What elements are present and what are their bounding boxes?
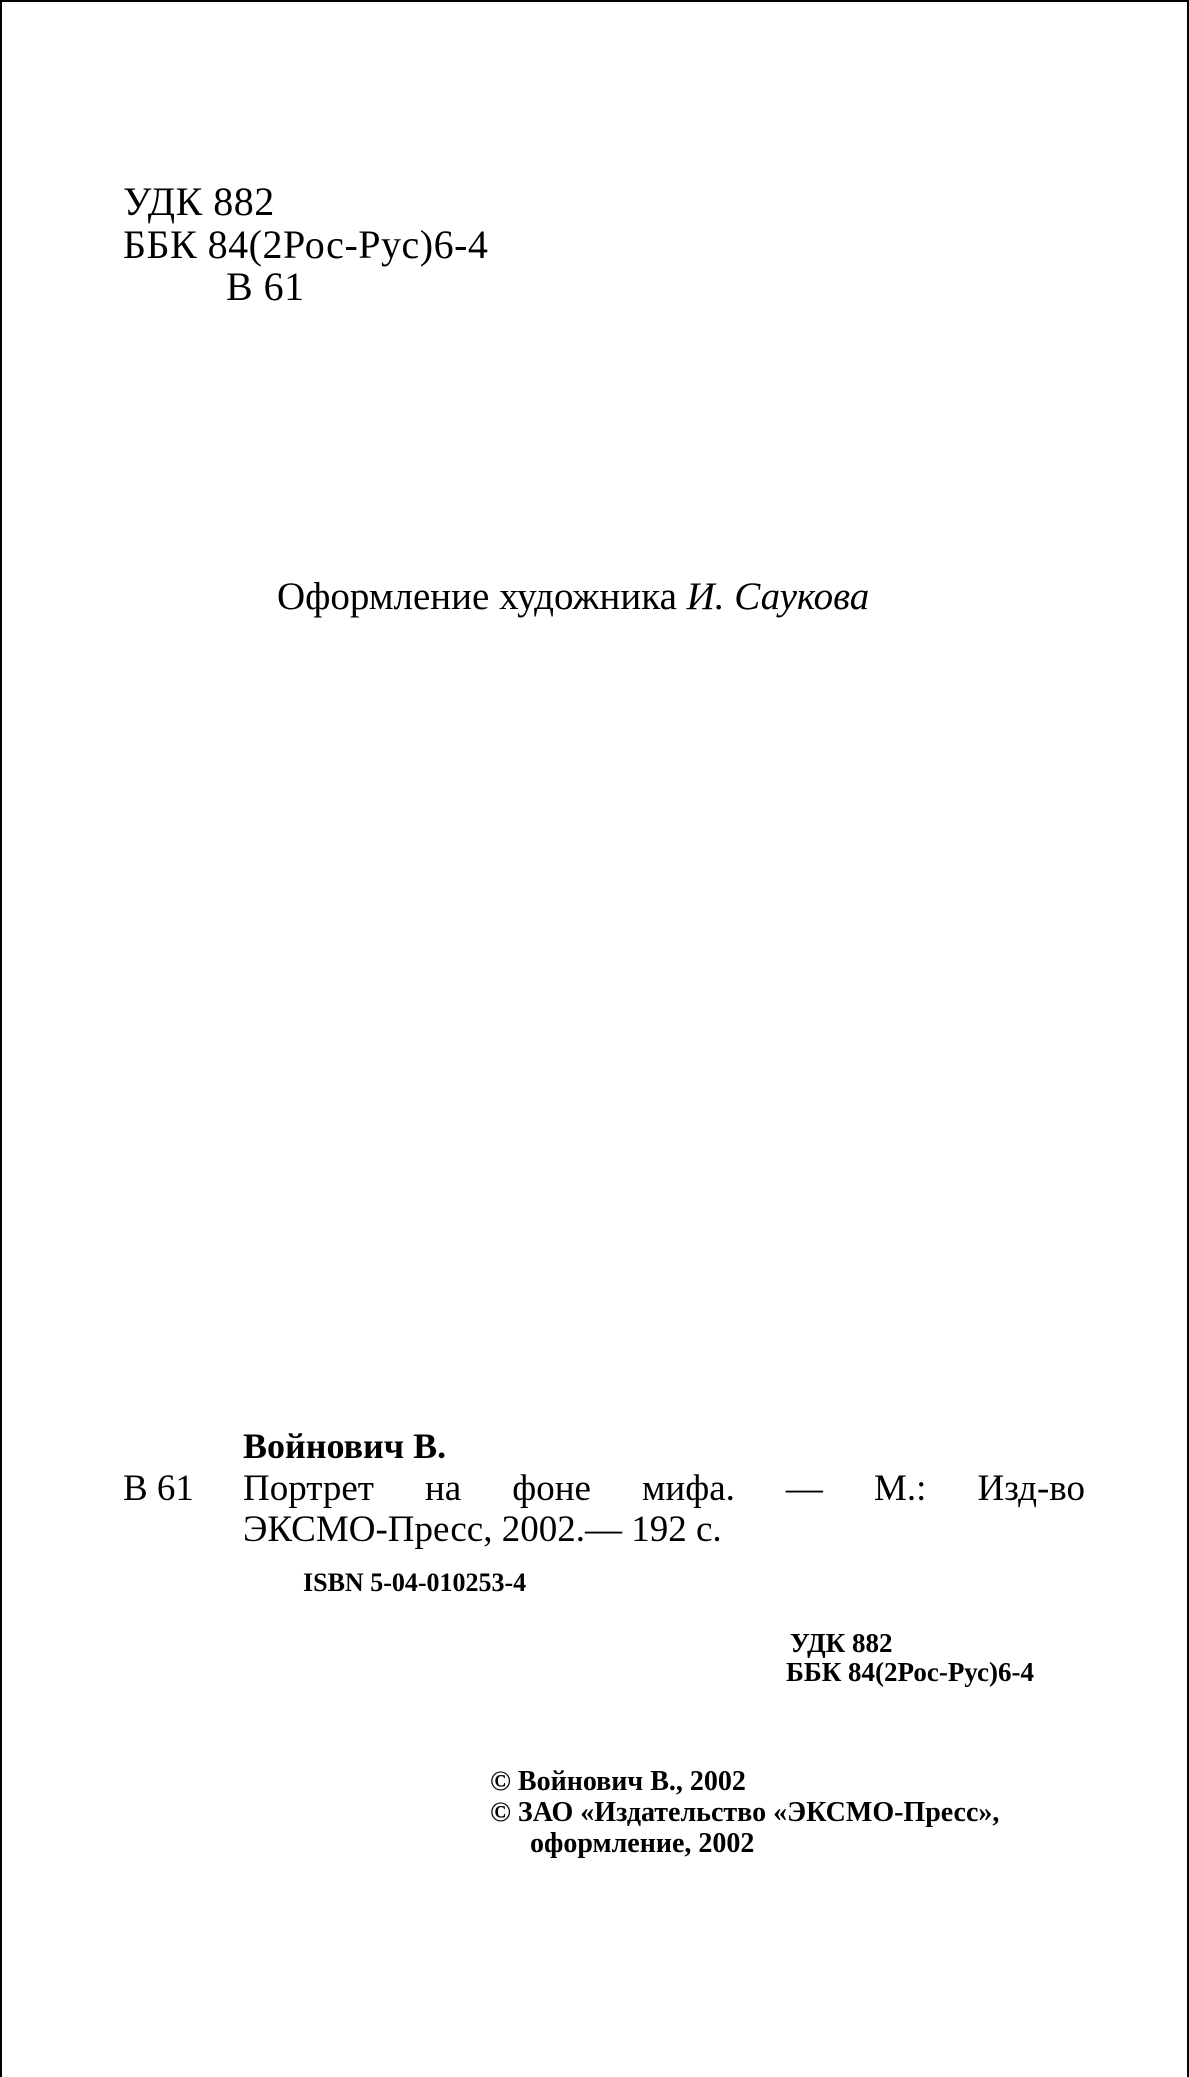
header-udk: УДК 882 <box>123 179 275 224</box>
card-description-line1-text: Портрет на фоне мифа. — М.: Изд-во <box>243 1468 1085 1509</box>
copyright-line1: © Войнович В., 2002 <box>490 1766 746 1797</box>
design-credit <box>277 574 869 619</box>
header-bbk: ББК 84(2Рос-Рус)6-4 <box>123 222 489 267</box>
card-bbk: ББК 84(2Рос-Рус)6-4 <box>786 1657 1034 1687</box>
card-description-line1 <box>243 1467 1085 1510</box>
copyright-line2: © ЗАО «Издательство «ЭКСМО-Пресс», <box>490 1797 1000 1828</box>
card-isbn: ISBN 5-04-010253-4 <box>303 1568 527 1597</box>
design-credit-artist: И. Саукова <box>686 575 870 618</box>
copyright-line3: оформление, 2002 <box>530 1828 755 1859</box>
card-description-line2: ЭКСМО-Пресс, 2002.— 192 с. <box>243 1509 722 1550</box>
design-credit-prefix: Оформление художника <box>277 575 677 618</box>
card-author: Войнович В. <box>243 1426 447 1466</box>
header-author-mark: В 61 <box>226 264 305 309</box>
card-mark: В 61 <box>123 1468 194 1509</box>
card-udk: УДК 882 <box>790 1628 893 1658</box>
